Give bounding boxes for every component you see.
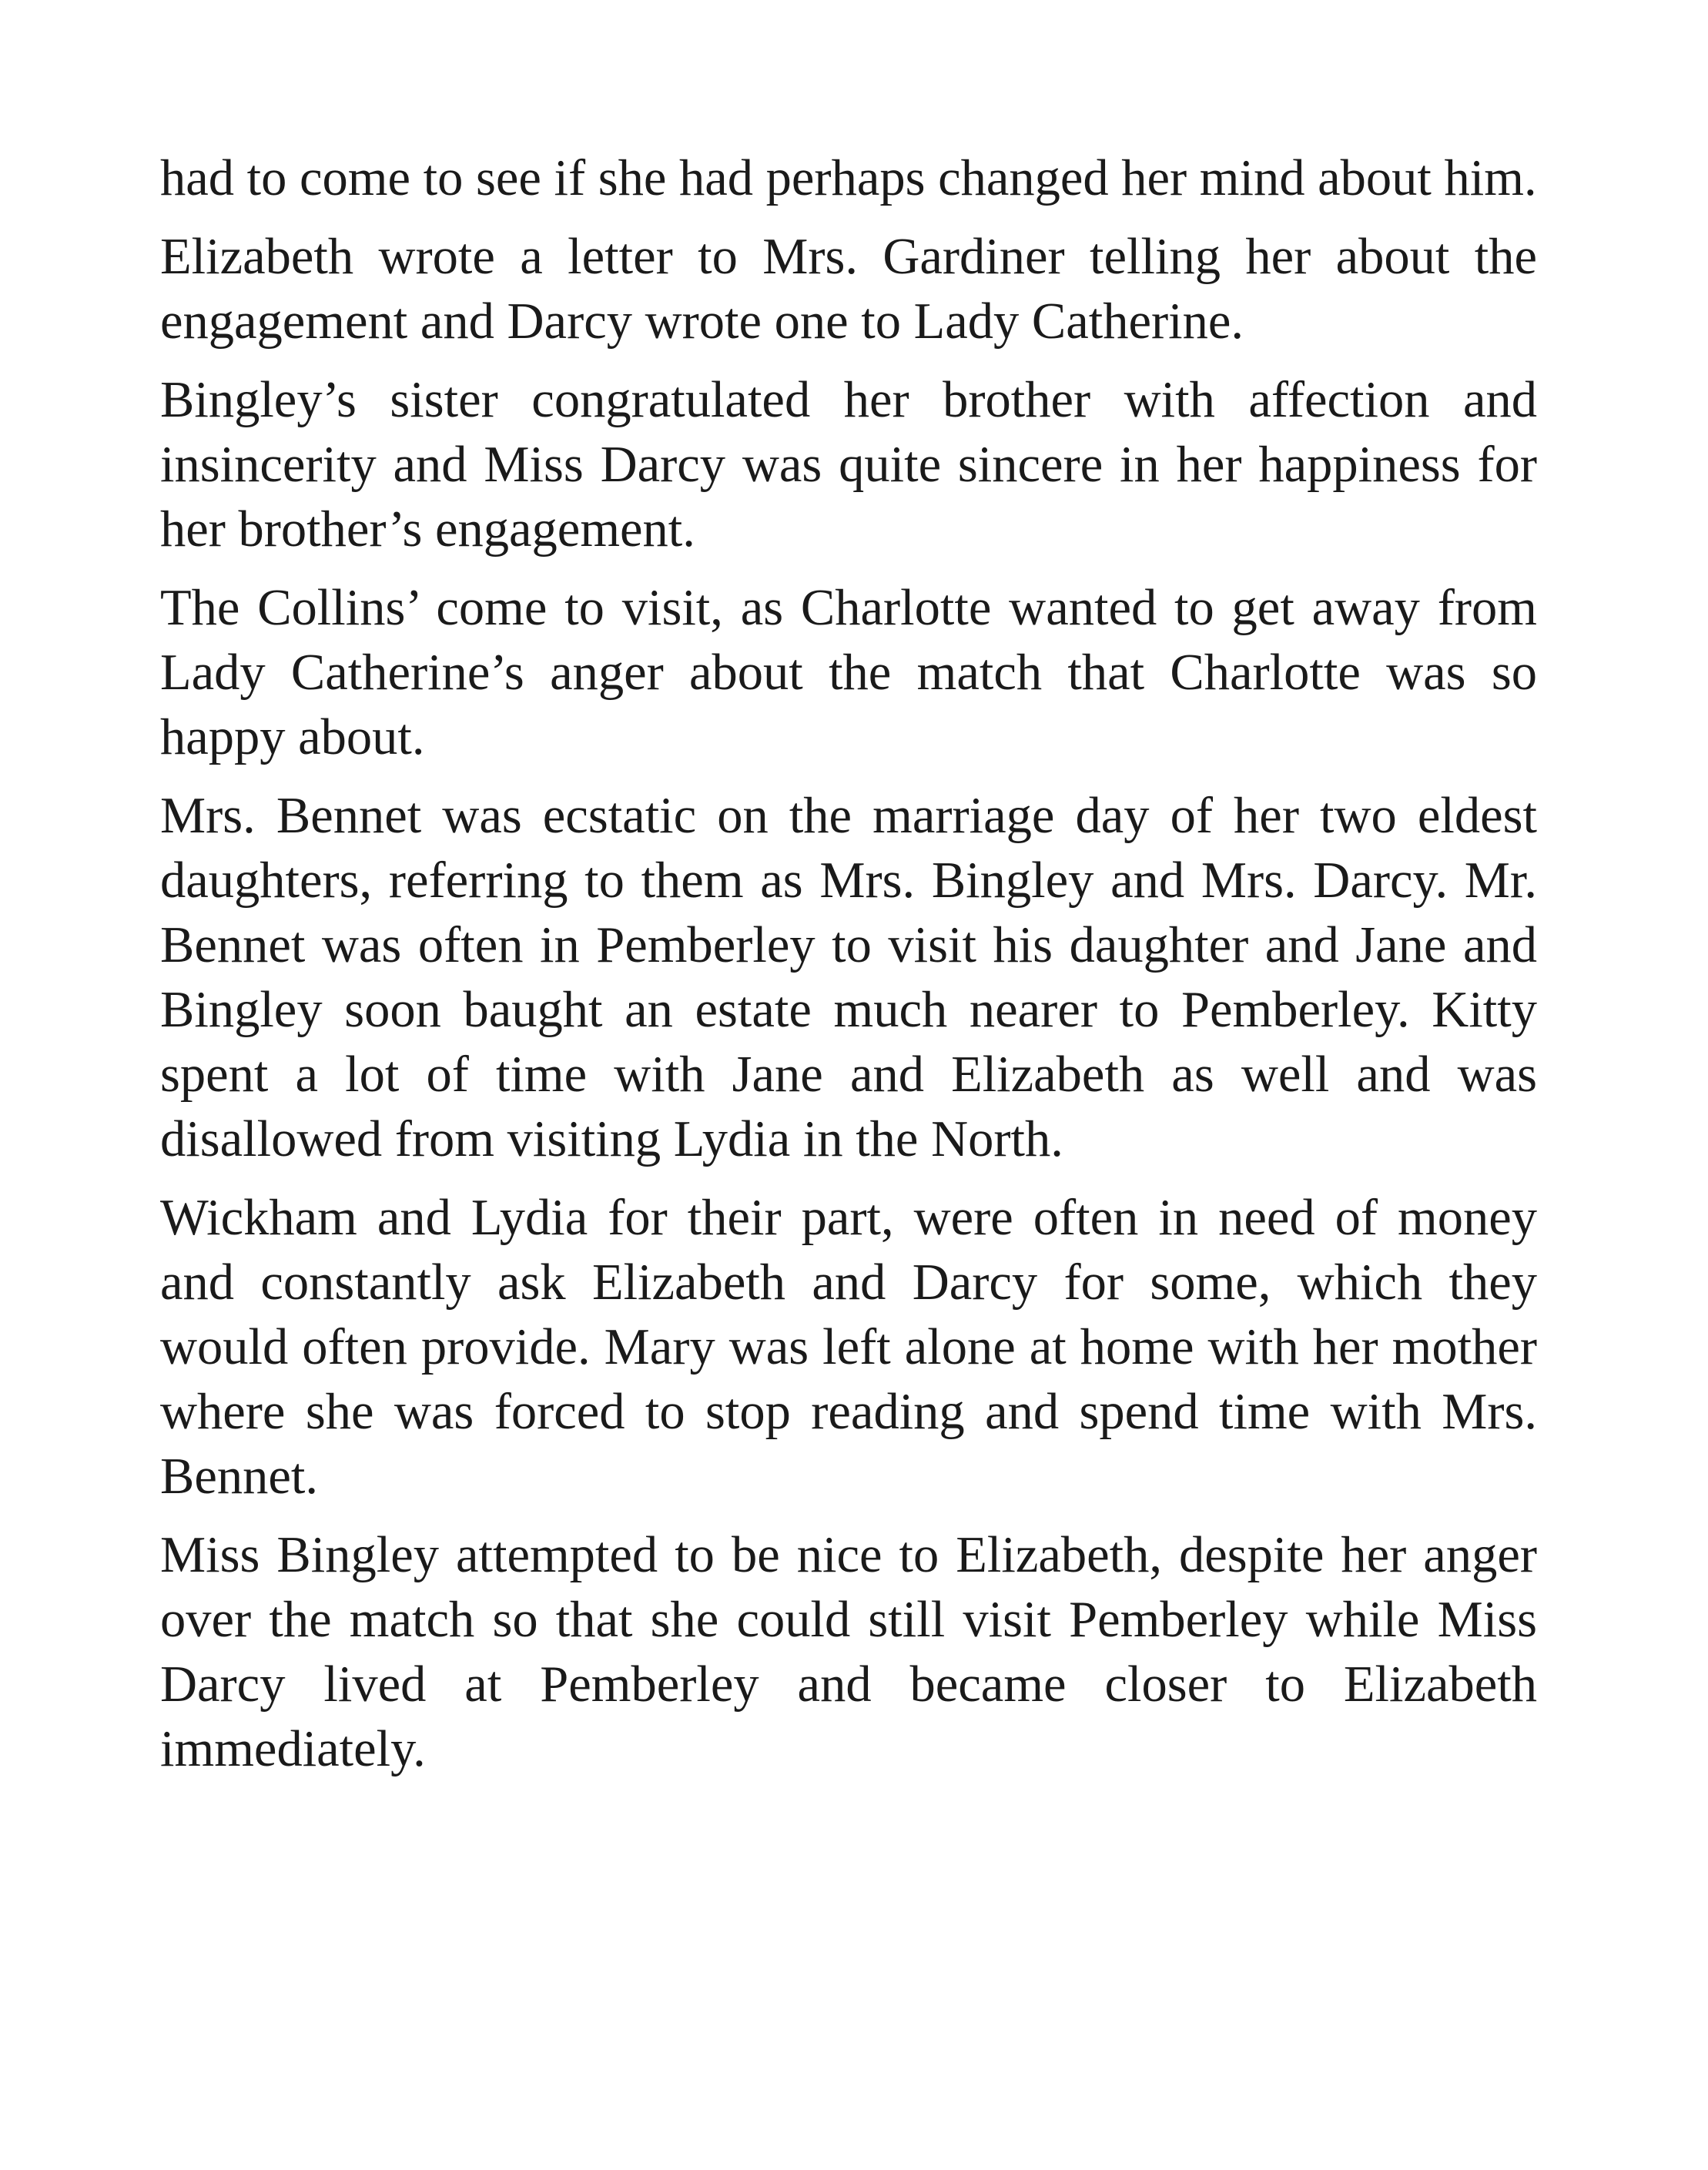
paragraph: Wickham and Lydia for their part, were often in need of money and constantly ask Elizabeth and Darcy for some, which they would often provide. Mary was left alone at home with her mother where she was forced to stop reading and spend time with Mrs. Bennet. — [160, 1190, 1537, 1505]
paragraph: had to come to see if she had perhaps changed her mind about him. — [160, 150, 1537, 206]
paragraph: Elizabeth wrote a letter to Mrs. Gardiner telling her about the engagement and Darcy wrote one to Lady Catherine. — [160, 229, 1537, 350]
paragraph: Mrs. Bennet was ecstatic on the marriage day of her two eldest daughters, referring to them as Mrs. Bingley and Mrs. Darcy. Mr. Bennet was often in Pemberley to visit his daughter and Jane and Bingley soon baught an estate much nearer to Pemberley. Kitty spent a lot of time with Jane and Elizabeth as well and was disallowed from visiting Lydia in the North. — [160, 788, 1537, 1167]
paragraph: The Collins’ come to visit, as Charlotte wanted to get away from Lady Catherine’s anger about the match that Charlotte was so happy about. — [160, 580, 1537, 765]
document-page — [160, 146, 1537, 1796]
paragraph: Bingley’s sister congratulated her brother with affection and insincerity and Miss Darcy was quite sincere in her happiness for her brother’s engagement. — [160, 372, 1537, 558]
paragraph: Miss Bingley attempted to be nice to Elizabeth, despite her anger over the match so that she could still visit Pemberley while Miss Darcy lived at Pemberley and became closer to Elizabeth immediately. — [160, 1527, 1537, 1777]
